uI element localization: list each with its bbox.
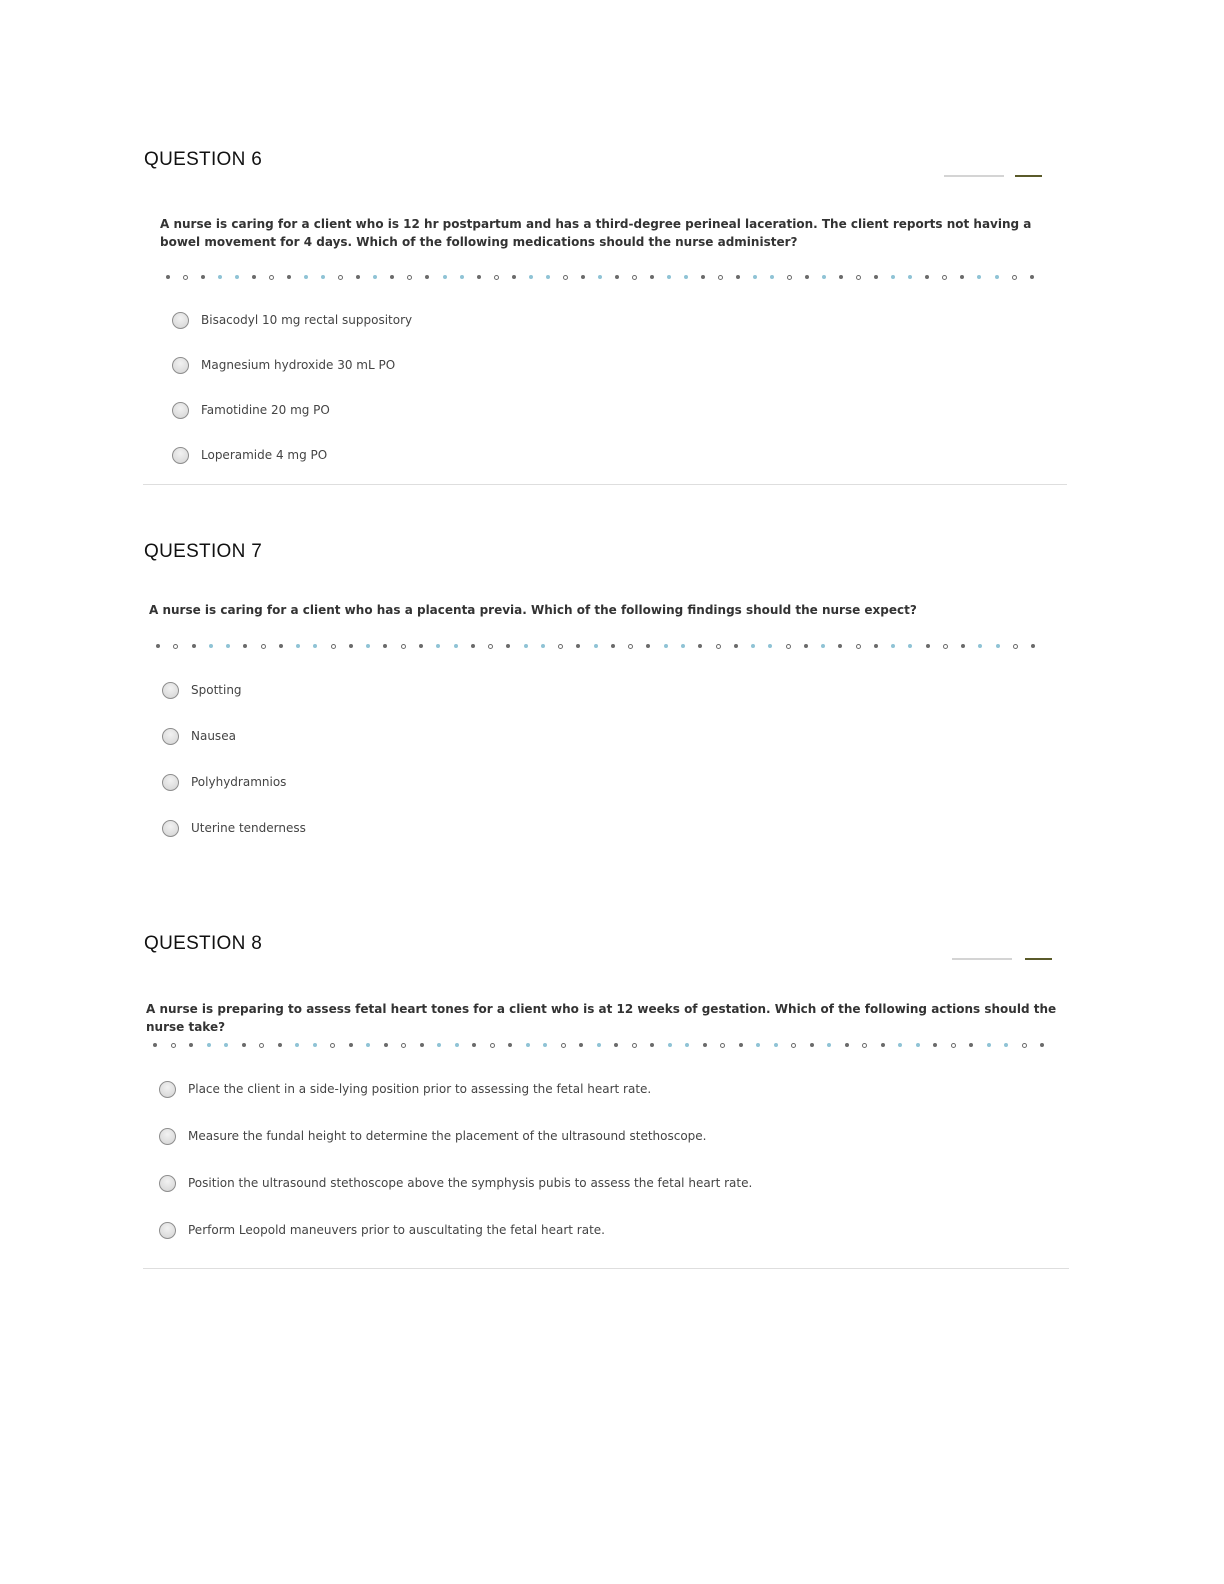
radio-button[interactable]: [162, 774, 179, 791]
divider-dot: [838, 644, 842, 648]
divider-dot: [632, 1043, 637, 1048]
radio-button[interactable]: [159, 1081, 176, 1098]
divider-dot: [436, 644, 440, 648]
answer-option[interactable]: [162, 725, 236, 747]
divider-dot: [173, 644, 178, 649]
question-heading: QUESTION 8: [144, 933, 263, 954]
divider-dot: [756, 1043, 760, 1047]
divider-dot: [330, 1043, 335, 1048]
radio-button[interactable]: [172, 357, 189, 374]
divider-dot: [242, 1043, 246, 1047]
answer-option[interactable]: [172, 309, 412, 331]
radio-button[interactable]: [159, 1222, 176, 1239]
divider-dot: [488, 644, 493, 649]
divider-dot: [506, 644, 510, 648]
answer-option[interactable]: [162, 771, 286, 793]
divider-dot: [916, 1043, 920, 1047]
answer-option-label: Spotting: [191, 683, 242, 697]
divider-dot: [218, 275, 222, 279]
divider-dot: [235, 275, 239, 279]
divider-dot: [261, 644, 266, 649]
divider-dot: [356, 275, 360, 279]
divider-dot: [881, 1043, 885, 1047]
divider-dot: [874, 275, 878, 279]
divider-dot: [681, 644, 685, 648]
answer-option-label: Position the ultrasound stethoscope above the symphysis pubis to assess the fetal heart rate.: [188, 1176, 753, 1190]
divider-dot: [753, 275, 757, 279]
answer-option-label: Measure the fundal height to determine the placement of the ultrasound stethoscope.: [188, 1129, 707, 1143]
divider-dot: [987, 1043, 991, 1047]
divider-dot: [598, 275, 602, 279]
divider-dot: [243, 644, 247, 648]
divider-dot: [718, 275, 723, 280]
divider-dot: [770, 275, 774, 279]
divider-dot: [259, 1043, 264, 1048]
divider-dot: [561, 1043, 566, 1048]
divider-dot: [611, 644, 615, 648]
answer-option-label: Polyhydramnios: [191, 775, 287, 789]
divider-dot: [978, 644, 982, 648]
divider-dot: [925, 275, 929, 279]
divider-dot: [594, 644, 598, 648]
divider-dot: [420, 1043, 424, 1047]
divider-dot: [845, 1043, 849, 1047]
points-mark-gray: [944, 175, 1004, 177]
answer-option[interactable]: [162, 679, 242, 701]
divider-dot: [650, 275, 654, 279]
divider-dot: [822, 275, 826, 279]
divider-dot: [787, 275, 792, 280]
answer-option[interactable]: [172, 354, 395, 376]
divider-dot: [383, 644, 387, 648]
divider-dot: [189, 1043, 193, 1047]
points-mark-gray: [952, 958, 1012, 960]
divider-dot: [349, 1043, 353, 1047]
divider-dot: [437, 1043, 441, 1047]
divider-dot: [153, 1043, 157, 1047]
divider-dot: [524, 644, 528, 648]
divider-dot: [827, 1043, 831, 1047]
divider-dot: [279, 644, 283, 648]
divider-dot: [1040, 1043, 1044, 1047]
answer-option-label: Perform Leopold maneuvers prior to auscultating the fetal heart rate.: [188, 1223, 605, 1237]
divider-dot: [546, 275, 550, 279]
divider-dot: [615, 275, 619, 279]
divider-dot: [419, 644, 423, 648]
divider-dot: [664, 644, 668, 648]
divider-dot: [201, 275, 205, 279]
divider-dot: [751, 644, 755, 648]
points-indicator: [944, 175, 1044, 178]
divider-dot: [898, 1043, 902, 1047]
radio-button[interactable]: [162, 820, 179, 837]
divider-dot: [252, 275, 256, 279]
divider-dot: [995, 275, 999, 279]
divider-dot: [1004, 1043, 1008, 1047]
question-prompt: A nurse is caring for a client who has a placenta previa. Which of the following findings should the nurse expect?: [149, 603, 917, 617]
answer-option-label: Loperamide 4 mg PO: [201, 448, 328, 462]
divider-dot: [908, 644, 912, 648]
divider-dot: [156, 644, 160, 648]
divider-dot: [529, 275, 533, 279]
divider-dot: [810, 1043, 814, 1047]
divider-dot: [581, 275, 585, 279]
divider-dot: [349, 644, 353, 648]
divider-dot: [512, 275, 516, 279]
answer-option-label: Famotidine 20 mg PO: [201, 403, 330, 417]
answer-option[interactable]: [162, 817, 306, 839]
radio-button[interactable]: [159, 1128, 176, 1145]
answer-option-label: Uterine tenderness: [191, 821, 306, 835]
divider-dot: [296, 644, 300, 648]
divider-dot: [366, 1043, 370, 1047]
radio-button[interactable]: [172, 402, 189, 419]
divider-dot: [171, 1043, 176, 1048]
divider-dot: [490, 1043, 495, 1048]
divider-dot: [701, 275, 705, 279]
divider-dot: [295, 1043, 299, 1047]
answer-option[interactable]: [172, 444, 327, 466]
divider-dot: [933, 1043, 937, 1047]
divider-dot: [960, 275, 964, 279]
divider-dot: [455, 1043, 459, 1047]
divider-dot: [183, 275, 188, 280]
radio-button[interactable]: [162, 682, 179, 699]
divider-dot: [313, 1043, 317, 1047]
divider-dot: [443, 275, 447, 279]
divider-dot: [558, 644, 563, 649]
radio-button[interactable]: [159, 1175, 176, 1192]
divider-dot: [716, 644, 721, 649]
dot-divider: [166, 274, 1034, 280]
points-mark-olive: [1025, 958, 1052, 960]
divider-dot: [472, 1043, 476, 1047]
divider-dot: [313, 644, 317, 648]
divider-dot: [304, 275, 308, 279]
divider-dot: [454, 644, 458, 648]
divider-dot: [874, 644, 878, 648]
divider-dot: [668, 1043, 672, 1047]
divider-dot: [908, 275, 912, 279]
answer-option[interactable]: [159, 1172, 752, 1194]
divider-dot: [650, 1043, 654, 1047]
divider-dot: [321, 275, 325, 279]
divider-dot: [384, 1043, 388, 1047]
divider-dot: [477, 275, 481, 279]
divider-dot: [471, 644, 475, 648]
question-heading: QUESTION 6: [144, 149, 263, 170]
divider-dot: [331, 644, 336, 649]
divider-dot: [646, 644, 650, 648]
points-indicator: [952, 958, 1054, 961]
divider-dot: [526, 1043, 530, 1047]
divider-dot: [684, 275, 688, 279]
divider-dot: [407, 275, 412, 280]
question-separator: [143, 484, 1067, 485]
radio-button[interactable]: [172, 312, 189, 329]
dot-divider: [156, 643, 1036, 649]
question-separator: [143, 1268, 1069, 1269]
divider-dot: [805, 275, 809, 279]
divider-dot: [943, 644, 948, 649]
divider-dot: [628, 644, 633, 649]
divider-dot: [425, 275, 429, 279]
divider-dot: [278, 1043, 282, 1047]
divider-dot: [632, 275, 637, 280]
divider-dot: [951, 1043, 956, 1048]
divider-dot: [338, 275, 343, 280]
divider-dot: [166, 275, 170, 279]
divider-dot: [1013, 644, 1018, 649]
divider-dot: [287, 275, 291, 279]
divider-dot: [856, 644, 861, 649]
answer-option-label: Nausea: [191, 729, 236, 743]
divider-dot: [563, 275, 568, 280]
divider-dot: [401, 644, 406, 649]
divider-dot: [1030, 275, 1034, 279]
answer-option-label: Bisacodyl 10 mg rectal suppository: [201, 313, 413, 327]
divider-dot: [366, 644, 370, 648]
answer-option-label: Place the client in a side-lying position prior to assessing the fetal heart rate.: [188, 1082, 652, 1096]
divider-dot: [508, 1043, 512, 1047]
divider-dot: [791, 1043, 796, 1048]
divider-dot: [269, 275, 274, 280]
divider-dot: [977, 275, 981, 279]
divider-dot: [224, 1043, 228, 1047]
answer-option-label: Magnesium hydroxide 30 mL PO: [201, 358, 396, 372]
answer-option[interactable]: [172, 399, 330, 421]
divider-dot: [856, 275, 861, 280]
divider-dot: [226, 644, 230, 648]
divider-dot: [209, 644, 213, 648]
divider-dot: [969, 1043, 973, 1047]
divider-dot: [774, 1043, 778, 1047]
divider-dot: [667, 275, 671, 279]
answer-option[interactable]: [159, 1078, 651, 1100]
divider-dot: [734, 644, 738, 648]
divider-dot: [942, 275, 947, 280]
divider-dot: [786, 644, 791, 649]
divider-dot: [768, 644, 772, 648]
divider-dot: [926, 644, 930, 648]
divider-dot: [996, 644, 1000, 648]
divider-dot: [891, 644, 895, 648]
divider-dot: [614, 1043, 618, 1047]
dot-divider: [153, 1042, 1044, 1048]
divider-dot: [804, 644, 808, 648]
divider-dot: [1022, 1043, 1027, 1048]
question-prompt: A nurse is preparing to assess fetal heart tones for a client who is at 12 weeks of gestation. Which of the following actions should the nurse take?: [146, 1002, 1057, 1034]
divider-dot: [839, 275, 843, 279]
divider-dot: [207, 1043, 211, 1047]
divider-dot: [720, 1043, 725, 1048]
divider-dot: [961, 644, 965, 648]
divider-dot: [576, 644, 580, 648]
question-heading: QUESTION 7: [144, 541, 263, 562]
divider-dot: [703, 1043, 707, 1047]
radio-button[interactable]: [162, 728, 179, 745]
radio-button[interactable]: [172, 447, 189, 464]
divider-dot: [821, 644, 825, 648]
divider-dot: [891, 275, 895, 279]
divider-dot: [579, 1043, 583, 1047]
divider-dot: [543, 1043, 547, 1047]
divider-dot: [192, 644, 196, 648]
question-prompt: A nurse is caring for a client who is 12 hr postpartum and has a third-degree perineal laceration. The client reports not having a bowel movement for 4 days. Which of the following medications should the nurse administer?: [160, 217, 1032, 249]
answer-option[interactable]: [159, 1125, 706, 1147]
points-mark-olive: [1015, 175, 1042, 177]
answer-option[interactable]: [159, 1219, 605, 1241]
divider-dot: [541, 644, 545, 648]
divider-dot: [401, 1043, 406, 1048]
divider-dot: [739, 1043, 743, 1047]
divider-dot: [373, 275, 377, 279]
divider-dot: [685, 1043, 689, 1047]
divider-dot: [460, 275, 464, 279]
divider-dot: [390, 275, 394, 279]
divider-dot: [698, 644, 702, 648]
divider-dot: [597, 1043, 601, 1047]
divider-dot: [1012, 275, 1017, 280]
divider-dot: [862, 1043, 867, 1048]
divider-dot: [736, 275, 740, 279]
divider-dot: [1031, 644, 1035, 648]
divider-dot: [494, 275, 499, 280]
